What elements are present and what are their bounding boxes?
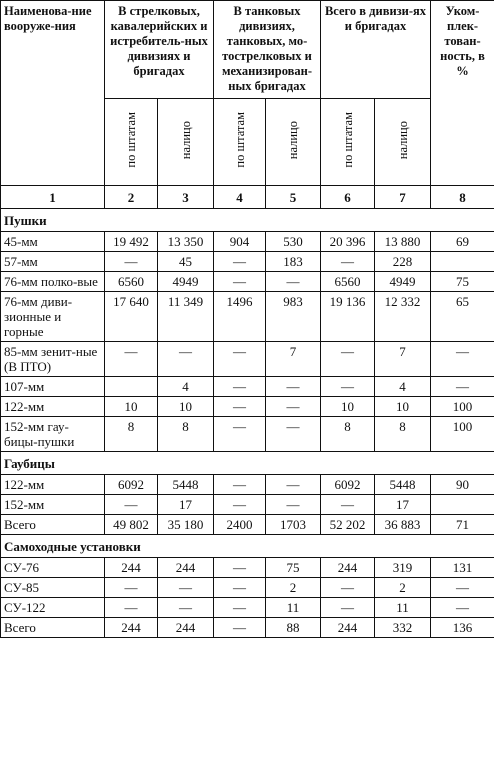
table-row — [1, 495, 494, 515]
weapon-name: 122-мм — [1, 397, 105, 417]
table-cell: — — [431, 377, 494, 397]
column-number: 2 — [105, 186, 158, 209]
section-title: Самоходные установки — [1, 535, 494, 558]
table-cell: 17 640 — [105, 292, 158, 342]
table-cell: — — [214, 578, 266, 598]
table-cell: 75 — [266, 558, 321, 578]
table-row — [1, 618, 494, 638]
table-row — [1, 292, 494, 342]
weapon-name: СУ-122 — [1, 598, 105, 618]
table-cell: 5448 — [158, 475, 214, 495]
table-row — [1, 578, 494, 598]
table-row — [1, 377, 494, 397]
table-cell: — — [105, 252, 158, 272]
table-cell: 2 — [375, 578, 431, 598]
table-cell: 7 — [266, 342, 321, 377]
table-cell: — — [214, 252, 266, 272]
table-cell: 13 350 — [158, 232, 214, 252]
weapon-name: 45-мм — [1, 232, 105, 252]
table-cell: — — [321, 495, 375, 515]
table-cell: 1496 — [214, 292, 266, 342]
table-cell: 319 — [375, 558, 431, 578]
table-cell: 5448 — [375, 475, 431, 495]
table-cell: 10 — [105, 397, 158, 417]
table-cell: — — [266, 495, 321, 515]
table-cell: 4949 — [375, 272, 431, 292]
weapon-name: СУ-85 — [1, 578, 105, 598]
table-cell: 8 — [105, 417, 158, 452]
table-cell: — — [214, 558, 266, 578]
header-total-divisions: Всего в дивизи-ях и бригадах — [321, 1, 431, 99]
column-number: 7 — [375, 186, 431, 209]
column-number: 8 — [431, 186, 494, 209]
table-row — [1, 598, 494, 618]
table-cell: 8 — [321, 417, 375, 452]
table-cell: — — [105, 342, 158, 377]
table-cell: 35 180 — [158, 515, 214, 535]
table-cell: 19 136 — [321, 292, 375, 342]
table-cell: — — [321, 578, 375, 598]
table-cell: 10 — [321, 397, 375, 417]
table-cell: 100 — [431, 397, 494, 417]
header-tank-divisions: В танковых дивизиях, танковых, мо-тострелковых и механизирован-ных бригадах — [214, 1, 321, 99]
table-cell: — — [321, 252, 375, 272]
table-cell: 8 — [375, 417, 431, 452]
table-cell: — — [214, 272, 266, 292]
table-cell: 4 — [375, 377, 431, 397]
table-cell: — — [105, 598, 158, 618]
table-cell: 11 — [266, 598, 321, 618]
weapon-name: 107-мм — [1, 377, 105, 397]
table-cell: — — [105, 495, 158, 515]
table-cell: — — [266, 417, 321, 452]
weapon-name: Всего — [1, 618, 105, 638]
table-row — [1, 475, 494, 495]
table-cell — [431, 495, 494, 515]
table-cell: 71 — [431, 515, 494, 535]
table-row — [1, 342, 494, 377]
weapon-name: СУ-76 — [1, 558, 105, 578]
table-cell: 13 880 — [375, 232, 431, 252]
table-cell: 4 — [158, 377, 214, 397]
table-cell: 19 492 — [105, 232, 158, 252]
table-row — [1, 397, 494, 417]
table-row — [1, 558, 494, 578]
table-cell: — — [214, 342, 266, 377]
table-cell: 69 — [431, 232, 494, 252]
table-cell: 244 — [105, 618, 158, 638]
table-row — [1, 515, 494, 535]
weapon-name: 152-мм гау-бицы-пушки — [1, 417, 105, 452]
table-cell: 10 — [375, 397, 431, 417]
table-cell: 244 — [158, 618, 214, 638]
table-cell: — — [158, 342, 214, 377]
table-cell: 100 — [431, 417, 494, 452]
table-cell: 8 — [158, 417, 214, 452]
table-cell: 2400 — [214, 515, 266, 535]
weapon-name: 76-мм диви-зионные и горные — [1, 292, 105, 342]
section-row — [1, 452, 494, 475]
table-cell: 65 — [431, 292, 494, 342]
table-cell: 75 — [431, 272, 494, 292]
table-cell: 7 — [375, 342, 431, 377]
table-cell: 6092 — [105, 475, 158, 495]
table-cell: 244 — [321, 618, 375, 638]
table-cell: 136 — [431, 618, 494, 638]
header-weapon-name: Наименова-ние вооруже-ния — [1, 1, 105, 186]
column-number: 3 — [158, 186, 214, 209]
weapon-name: 122-мм — [1, 475, 105, 495]
table-cell: 1703 — [266, 515, 321, 535]
weapon-name: 85-мм зенит-ные (В ПТО) — [1, 342, 105, 377]
table-cell: — — [214, 417, 266, 452]
table-cell: 12 332 — [375, 292, 431, 342]
table-cell: — — [266, 397, 321, 417]
table-cell: — — [431, 342, 494, 377]
table-row — [1, 417, 494, 452]
weapon-name: 152-мм — [1, 495, 105, 515]
table-cell: 11 — [375, 598, 431, 618]
table-cell: — — [158, 578, 214, 598]
table-cell: 52 202 — [321, 515, 375, 535]
table-cell: 45 — [158, 252, 214, 272]
table-cell: — — [214, 618, 266, 638]
table-cell: 983 — [266, 292, 321, 342]
table-cell: — — [214, 377, 266, 397]
table-cell: 88 — [266, 618, 321, 638]
table-cell: 244 — [158, 558, 214, 578]
table-cell: — — [214, 475, 266, 495]
header-rifle-divisions: В стрелковых, кавалерийских и истребитель-ных дивизиях и бригадах — [105, 1, 214, 99]
table-row — [1, 252, 494, 272]
header-tank-present: налицо — [266, 99, 321, 186]
table-cell — [105, 377, 158, 397]
section-row — [1, 535, 494, 558]
table-cell: 6560 — [321, 272, 375, 292]
header-tank-staff: по штатам — [214, 99, 266, 186]
weapon-name: 76-мм полко-вые — [1, 272, 105, 292]
table-cell: — — [266, 475, 321, 495]
table-cell: 90 — [431, 475, 494, 495]
section-title: Пушки — [1, 209, 494, 232]
table-cell: — — [105, 578, 158, 598]
section-row — [1, 209, 494, 232]
table-cell: 244 — [105, 558, 158, 578]
table-cell: — — [266, 272, 321, 292]
table-cell: 6560 — [105, 272, 158, 292]
table-cell: 20 396 — [321, 232, 375, 252]
table-cell: 10 — [158, 397, 214, 417]
column-number: 1 — [1, 186, 105, 209]
table-cell: — — [321, 377, 375, 397]
table-cell: — — [214, 598, 266, 618]
table-cell: 17 — [158, 495, 214, 515]
table-cell: 17 — [375, 495, 431, 515]
table-cell — [431, 252, 494, 272]
table-cell: 904 — [214, 232, 266, 252]
table-cell: — — [214, 495, 266, 515]
header-staffing-percent: Уком-плек-тован-ность, в % — [431, 1, 494, 186]
table-cell: — — [214, 397, 266, 417]
table-cell: — — [266, 377, 321, 397]
table-cell: — — [431, 578, 494, 598]
table-cell: 2 — [266, 578, 321, 598]
weapon-name: Всего — [1, 515, 105, 535]
table-cell: 131 — [431, 558, 494, 578]
table-cell: 228 — [375, 252, 431, 272]
column-number: 5 — [266, 186, 321, 209]
table-cell: — — [158, 598, 214, 618]
column-number: 6 — [321, 186, 375, 209]
table-cell: — — [321, 342, 375, 377]
table-cell: 244 — [321, 558, 375, 578]
table-cell: 6092 — [321, 475, 375, 495]
table-cell: 530 — [266, 232, 321, 252]
table-cell: 49 802 — [105, 515, 158, 535]
header-rifle-staff: по штатам — [105, 99, 158, 186]
weapon-name: 57-мм — [1, 252, 105, 272]
table-cell: 332 — [375, 618, 431, 638]
section-title: Гаубицы — [1, 452, 494, 475]
table-row — [1, 232, 494, 252]
header-total-staff: по штатам — [321, 99, 375, 186]
table-cell: 11 349 — [158, 292, 214, 342]
table-body — [1, 209, 494, 638]
header-row-top — [1, 1, 494, 99]
header-rifle-present: налицо — [158, 99, 214, 186]
table-cell: 183 — [266, 252, 321, 272]
header-total-present: налицо — [375, 99, 431, 186]
table-row — [1, 272, 494, 292]
table-cell: 4949 — [158, 272, 214, 292]
column-number-row — [1, 186, 494, 209]
table-cell: — — [431, 598, 494, 618]
table-cell: 36 883 — [375, 515, 431, 535]
table-cell: — — [321, 598, 375, 618]
column-number: 4 — [214, 186, 266, 209]
